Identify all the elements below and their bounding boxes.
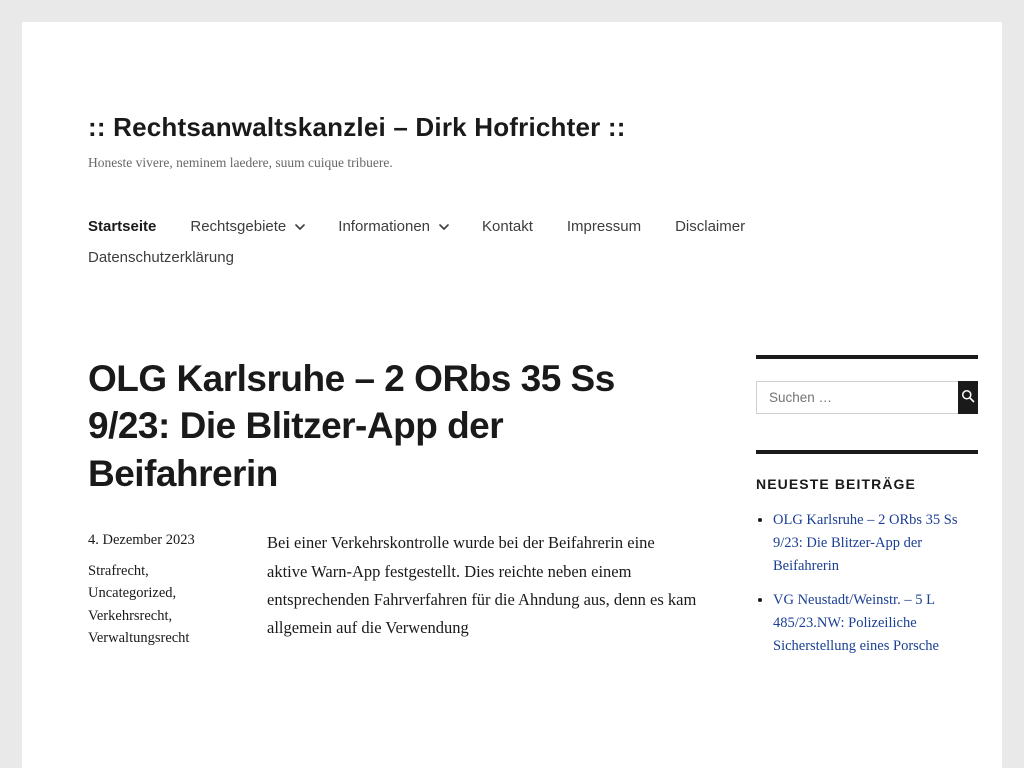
chevron-down-icon[interactable]	[439, 222, 448, 231]
entry-body	[88, 529, 698, 649]
nav-item-label: Startseite	[88, 218, 157, 236]
nav-item-label: Datenschutzerklärung	[88, 249, 234, 267]
entry-content	[248, 529, 698, 649]
nav-item-label: Informationen	[338, 218, 431, 236]
chevron-down-icon[interactable]	[295, 222, 304, 231]
widget-recent-posts	[756, 450, 978, 657]
list-item	[773, 508, 978, 578]
category-link[interactable]: Verkehrsrecht,	[88, 607, 173, 624]
recent-post-link[interactable]: VG Neustadt/Weinstr. – 5 L 485/23.NW: Polizeiliche Sicherstellung eines Porsche	[773, 591, 939, 655]
entry-meta	[88, 529, 248, 649]
page-canvas	[22, 22, 1002, 768]
nav-item-label: Disclaimer	[675, 218, 746, 236]
content-area	[22, 280, 1002, 693]
nav-item-label: Rechtsgebiete	[190, 218, 287, 236]
nav-item-kontakt[interactable]	[482, 218, 533, 235]
nav-item-label: Kontakt	[482, 218, 533, 236]
search-icon	[961, 389, 975, 406]
list-item	[773, 588, 978, 658]
sidebar	[756, 355, 978, 693]
nav-item-impressum[interactable]	[567, 218, 641, 235]
post-date[interactable]: 4. Dezember 2023	[88, 532, 195, 549]
category-list	[88, 560, 248, 650]
category-link[interactable]: Strafrecht,	[88, 562, 149, 579]
recent-posts-list	[756, 508, 978, 657]
site-description: Honeste vivere, neminem laedere, suum cuique tribuere.	[88, 155, 393, 171]
nav-item-disclaimer[interactable]	[675, 218, 745, 235]
nav-item-label: Impressum	[566, 218, 642, 236]
main-navigation	[22, 218, 954, 280]
nav-item-rechtsgebiete[interactable]	[190, 218, 304, 235]
primary-content	[88, 355, 698, 693]
site-title[interactable]: :: Rechtsanwaltskanzlei – Dirk Hofrichter ::	[88, 112, 626, 142]
search-input[interactable]	[756, 381, 958, 414]
site-header	[22, 22, 1002, 173]
page-title[interactable]: OLG Karlsruhe – 2 ORbs 35 Ss 9/23: Die Blitzer-App der Beifahrerin	[88, 358, 615, 494]
search-form	[756, 381, 978, 414]
category-link[interactable]: Uncategorized,	[88, 585, 177, 602]
category-link[interactable]: Verwaltungsrecht	[88, 630, 190, 647]
article-paragraph: Bei einer Verkehrskontrolle wurde bei der Beifahrerin eine aktive Warn-App festgestellt. Dies reichte neben einem entsprechenden Fahrverfahren für die Ahndung aus, denn es kam allgemein auf die Verwendung	[267, 533, 697, 638]
nav-item-startseite[interactable]	[88, 218, 156, 235]
nav-item-datenschutzerklaerung[interactable]	[88, 249, 234, 266]
widget-search	[756, 355, 978, 414]
search-submit-button[interactable]	[958, 381, 978, 414]
recent-post-link[interactable]: OLG Karlsruhe – 2 ORbs 35 Ss 9/23: Die Blitzer-App der Beifahrerin	[773, 512, 958, 575]
widget-title: NEUESTE BEITRÄGE	[756, 476, 916, 493]
nav-item-informationen[interactable]	[338, 218, 448, 235]
